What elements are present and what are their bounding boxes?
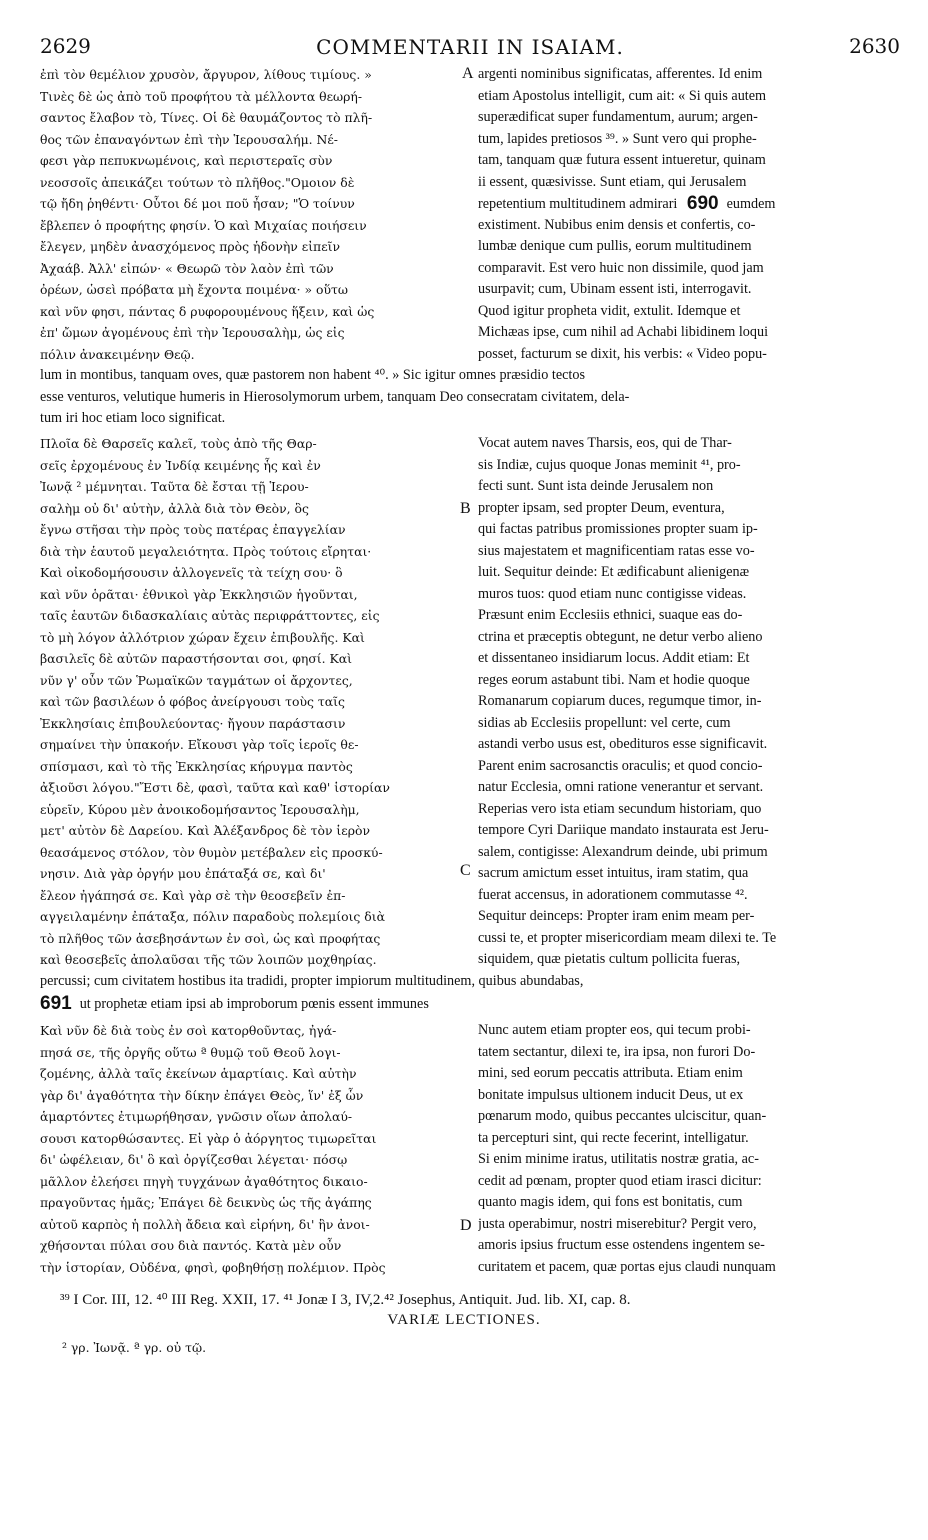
latin-line: sius majestatem et magnificentiam ratas esse vo-: [478, 542, 755, 559]
latin-line: bonitate impulsus ultionem inducit Deus, ut ex: [478, 1086, 744, 1103]
latin-line: fuerat accensus, in adorationem commutasse ⁴².: [478, 886, 748, 903]
latin-line: argenti nominibus significatas, afferentes. Id enim: [478, 66, 763, 82]
footnotes: ³⁹ I Cor. III, 12. ⁴⁰ III Reg. XXII, 17. ⁴¹ Jonæ I 3, IV,2.⁴² Josephus, Antiquit. Jud. lib. XI, cap. 8.: [60, 1292, 631, 1308]
greek-line: σουσι κατορθώσαντες. Εἰ γὰρ ὁ ἀόργητος τιμωρεῖται: [40, 1130, 377, 1146]
latin-line: tatem sectantur, dilexi te, ira ipsa, non furori Do-: [478, 1043, 756, 1060]
latin-line: Michæas ipse, cum nihil ad Achabi libidinem loqui: [478, 324, 769, 340]
full-line: percussi; cum civitatem hostibus ita tradidi, propter impiorum multitudinem, quibus abundabas,: [40, 973, 584, 989]
latin-line: quanto magis idem, qui fons est bonitatis, cum: [478, 1194, 743, 1210]
latin-line: et dissentaneo insidiarum locus. Addit etiam: Et: [478, 650, 750, 666]
latin-line: Romanarum copiarum duces, regumque timor, in-: [478, 693, 762, 709]
latin-line: natur Ecclesia, omni ratione venerantur et servant.: [478, 779, 764, 795]
block1-latin-column: [478, 64, 900, 365]
greek-line: σημαίνει τὴν ὑπακοήν. Εἴκουσι γὰρ τοῖς ἱεροῖς θε-: [40, 737, 359, 752]
column-number-690: 690: [686, 193, 719, 214]
block1-greek-column: [40, 64, 460, 365]
greek-line: Τινὲς δὲ ὡς ἀπὸ τοῦ προφήτου τὰ μέλλοντα θεωρή-: [40, 88, 363, 104]
greek-line: αὐτοῦ καρπὸς ἡ πολλὴ ἄδεια καὶ εἰρήνη, δι' ἣν ἀνοι-: [40, 1216, 370, 1232]
greek-line: μετ' αὐτὸν δὲ Δαρείου. Καὶ Ἀλέξανδρος δὲ τὸν ἱερὸν: [40, 823, 370, 838]
greek-line: Πλοῖα δὲ Θαρσεῖς καλεῖ, τοὺς ἀπὸ τῆς Θαρ-: [40, 436, 317, 451]
greek-line: καὶ τῶν βασιλέων ὁ φόβος ἀνείργουσι τοὺς ταῖς: [40, 694, 345, 709]
greek-line: τὸ μὴ λόγον ἀλλότριον χώραν ἔχειν ἐπιβουλῆς. Καὶ: [40, 629, 365, 645]
greek-line: εὑρεῖν, Κύρου μὲν ἀνοικοδομήσαντος Ἱερουσαλὴμ,: [40, 801, 360, 817]
greek-line: σαντος ἔλαβον τὸ, Τίνες. Οἱ δὲ θαυμάζοντος τὸ πλῆ-: [40, 110, 373, 125]
greek-line: θος τῶν ἐπαναγόντων ἐπὶ τὴν Ἱερουσαλήμ. Νέ-: [40, 131, 338, 147]
greek-line: σπίσμασι, καὶ τὸ τῆς Ἐκκλησίας κήρυγμα παντὸς: [40, 758, 353, 774]
greek-line: μᾶλλον ἐλεήσει πηγὴ τυγχάνων ἀγαθότητος δικαιο-: [40, 1173, 368, 1189]
page-number-right: 2630: [849, 34, 900, 58]
latin-line: siquidem, quæ pietatis cultum pollicita fueras,: [478, 951, 741, 967]
greek-line: ἔλεον ἠγάπησά σε. Καὶ γὰρ σὲ τὴν θεοσεβεῖν ἐπ-: [40, 887, 346, 903]
running-title: COMMENTARII IN ISAIAM.: [316, 35, 624, 59]
full-line: tum iri hoc etiam loco significat.: [40, 410, 226, 426]
full-line: [40, 993, 900, 1015]
latin-line: tam, tanquam quæ futura essent intueretur, quinam: [478, 152, 766, 168]
block2-greek-column: [40, 433, 460, 971]
latin-line: propter ipsam, sed propter Deum, eventura,: [478, 499, 725, 516]
latin-line: posset, facturum se dixit, his verbis: « Video popu-: [478, 345, 767, 362]
greek-line: διὰ τὴν ἑαυτοῦ μεγαλειότητα. Πρὸς τούτοις εἴρηται·: [40, 543, 372, 559]
greek-line: Ἰωνᾷ ² μέμνηται. Ταῦτα δὲ ἔσται τῇ Ἱερου-: [40, 479, 309, 494]
greek-line: Ἀχαάβ. Ἀλλ' εἰπών· « Θεωρῶ τὸν λαὸν ἐπὶ τῶν: [40, 260, 334, 276]
latin-line: justa operabimur, nostri miserebitur? Pergit vero,: [478, 1215, 757, 1232]
block3-greek-column: [40, 1020, 460, 1278]
greek-line: βασιλεῖς δὲ αὐτῶν παραστήσονται σοι, φησί. Καὶ: [40, 651, 353, 666]
greek-line: ταῖς ἑαυτῶν διδασκαλίαις αὐτὰς περιφράττοντες, εἰς: [40, 608, 380, 623]
greek-line: ἔλεγεν, μηδὲν ἀνασχόμενος πρὸς ἡδονὴν εἰπεῖν: [40, 239, 341, 254]
latin-line: usurpavit; cum, Ubinam essent isti, interrogavit.: [478, 281, 752, 297]
greek-line: ἔβλεπεν ὁ προφήτης φησίν. Ὁ καὶ Μιχαίας ποιήσειν: [40, 217, 367, 233]
latin-line: astandi verbo usus est, obedituros esse significavit.: [478, 736, 768, 752]
latin-line: tum, lapides pretiosos ³⁹. » Sunt vero qui prophe-: [478, 130, 757, 147]
greek-line: ἐπὶ τὸν θεμέλιον χρυσὸν, ἄργυρον, λίθους τιμίους. »: [40, 67, 372, 82]
greek-line: τὸ πλῆθος τῶν ἀσεβησάντων ἐν σοὶ, ὡς καὶ προφήτας: [40, 930, 381, 946]
block1-full-width: [40, 365, 900, 430]
page-number-left: 2629: [40, 34, 91, 58]
greek-line: Ἐκκλησίαις ἐπιβουλεύοντας· ἤγουν παράστασιν: [40, 715, 346, 731]
latin-line: tempore Cyri Dariique mandato instaurata est Jeru-: [478, 822, 769, 838]
greek-line: ἀξιοῦσι λόγου."Ἔστι δὲ, φασὶ, ταῦτα καὶ καθ' ἱστορίαν: [40, 780, 390, 795]
latin-line: lumbæ denique cum pullis, eorum multitudinem: [478, 238, 752, 254]
greek-line: ἔγνω στῆσαι τὴν πρὸς τοὺς πατέρας ἐπαγγελίαν: [40, 522, 346, 537]
greek-line: ἐπ' ὤμων ἀγομένους ἐπὶ τὴν Ἱερουσαλὴμ, ὡς εἰς: [40, 325, 345, 340]
column-number-691: 691: [40, 992, 72, 1014]
block2-full-width: [40, 971, 900, 1014]
greek-line: πραγοῦντας ἡμᾶς; Ἐπάγει δὲ δεικνὺς ὡς τῆς ἀγάπης: [40, 1195, 372, 1210]
greek-line: γὰρ δι' ἀγαθότητα τὴν δίκην ἐπάγει Θεὸς, ἵν' ἐξ ὧν: [40, 1087, 364, 1103]
greek-line: καὶ νῦν φησι, πάντας δ ρυφορουμένους ἥξειν, καὶ ὡς: [40, 303, 375, 319]
greek-line: νῦν γ' οὖν τῶν Ῥωμαϊκῶν ταγμάτων οἱ ἄρχοντες,: [40, 672, 353, 688]
full-line-text: ut prophetæ etiam ipsi ab improborum pœnis essent immunes: [79, 995, 429, 1012]
greek-line: ὀρέων, ὡσεὶ πρόβατα μὴ ἔχοντα ποιμένα· » οὕτω: [40, 282, 348, 297]
greek-line: φεσι γὰρ πεπυκνωμένοις, καὶ περιστεραῖς σὺν: [40, 153, 333, 168]
margin-letter-c: C: [460, 862, 471, 879]
latin-line: superædificat super fundamentum, aurum; argen-: [478, 109, 758, 125]
latin-line: fecti sunt. Sunt ista deinde Jerusalem non: [478, 478, 714, 494]
latin-line: sis Indiæ, cujus quoque Jonas meminit ⁴¹, pro-: [478, 456, 741, 473]
latin-line-text: eumdem: [726, 196, 776, 212]
page-header: [40, 34, 900, 60]
latin-line: sidias ab Ecclesiis propellunt: vel certe, cum: [478, 714, 731, 731]
latin-line: Vocat autem naves Tharsis, eos, qui de Thar-: [478, 435, 732, 451]
latin-line: Præsunt enim Ecclesiis ethnici, suaque eas do-: [478, 607, 743, 623]
latin-line-text: repetentium multitudinem admirari: [478, 196, 678, 212]
latin-line: Si enim minime iratus, utilitatis nostræ gratia, ac-: [478, 1151, 759, 1167]
full-line: esse venturos, velutique humeris in Hierosolymorum urbem, tanquam Deo consecratam civitatem, dela-: [40, 388, 630, 405]
block2-latin-column: [478, 433, 900, 971]
latin-line: Sequitur deinceps: Propter iram enim meam per-: [478, 908, 755, 924]
latin-line: reges eorum astabunt tibi. Nam et hodie quoque: [478, 671, 750, 688]
latin-line: Quod igitur propheta vidit, extulit. Idemque et: [478, 302, 741, 319]
greek-line: σεῖς ἐρχομένους ἐν Ἰνδίᾳ κειμένης ἧς καὶ ἐν: [40, 457, 321, 473]
margin-letter-d: D: [460, 1217, 472, 1234]
variae-lectiones-heading: VARIÆ LECTIONES.: [387, 1312, 541, 1328]
latin-line: cussi te, et propter misericordiam meam dilexi te. Te: [478, 929, 777, 946]
latin-line: Parent enim sacrosanctis oraculis; et quod concio-: [478, 757, 763, 774]
latin-line: mini, sed eorum peccatis attributa. Etiam enim: [478, 1065, 743, 1081]
greek-line: νησιν. Διὰ γὰρ ὀργήν μου ἐπάταξά σε, καὶ δι': [40, 866, 326, 881]
latin-line: ta percepturi sint, qui recte fecerint, intelligatur.: [478, 1129, 749, 1146]
block3-latin-column: [478, 1020, 900, 1278]
greek-line: δι' ὠφέλειαν, δι' ὃ καὶ ὀργίζεσθαι λέγεται· πόσῳ: [40, 1152, 348, 1167]
latin-line: salem, contigisse: Alexandrum deinde, ubi primum: [478, 843, 768, 860]
greek-line: θεασάμενος στόλον, τὸν θυμὸν μετέβαλεν εἰς προσκύ-: [40, 844, 383, 860]
greek-line: ἁμαρτόντες ἐτιμωρήθησαν, γνῶσιν οἵων ἀπολαύ-: [40, 1109, 353, 1124]
latin-line: cedit ad pœnam, propter quod etiam irasci dicitur:: [478, 1172, 762, 1189]
latin-line: ctrina et præceptis obtegunt, ne detur verbo alieno: [478, 628, 763, 645]
greek-line: σαλὴμ οὐ δι' αὐτὴν, ἀλλὰ διὰ τὸν Θεὸν, ὃς: [40, 500, 309, 516]
greek-line: καὶ θεοσεβεῖς ἀπολαῦσαι τῆς τῶν λοιπῶν μοχθηρίας.: [40, 952, 377, 967]
latin-line: qui factas patribus promissiones propter suam ip-: [478, 521, 758, 537]
variae-lectiones-line: ² γρ. Ἰωνᾷ. ª γρ. οὐ τῷ.: [62, 1340, 207, 1355]
latin-line: muros tuos: quod etiam nunc contigisse videas.: [478, 585, 747, 602]
greek-line: Καὶ νῦν δὲ διὰ τοὺς ἐν σοὶ κατορθοῦντας, ἠγά-: [40, 1023, 337, 1038]
greek-line: Καὶ οἰκοδομήσουσιν ἀλλογενεῖς τὰ τείχη σου· ὃ: [40, 565, 343, 580]
latin-line: pœnarum modo, quibus peccantes ulciscitur, quan-: [478, 1108, 767, 1124]
latin-line: curitatem et pacem, quæ portas ejus claudi nunquam: [478, 1258, 776, 1275]
latin-line: ii essent, quæsivisse. Sunt etiam, qui Jerusalem: [478, 173, 747, 190]
latin-line: amoris ipsius fructum esse ostendens ingentem se-: [478, 1237, 765, 1253]
greek-line: καὶ νῦν ὁρᾶται· ἐθνικοὶ γὰρ Ἐκκλησιῶν ἡγοῦνται,: [40, 586, 358, 602]
latin-line: Nunc autem etiam propter eos, qui tecum probi-: [478, 1022, 751, 1038]
latin-line: luit. Sequitur deinde: Et ædificabunt alienigenæ: [478, 564, 750, 580]
latin-line: [478, 193, 900, 215]
latin-line: sacrum amictum esset intuitus, iram statim, qua: [478, 865, 749, 881]
latin-line: etiam Apostolus intelligit, cum ait: « Si quis autem: [478, 87, 767, 104]
greek-line: πησά σε, τῆς ὀργῆς οὕτω ª θυμῷ τοῦ Θεοῦ λογι-: [40, 1044, 341, 1060]
greek-line: νεοσσοῖς ἀπεικάζει τούτων τὸ πλῆθος."Ομοιον δὲ: [40, 174, 355, 190]
greek-line: ζομένης, ἀλλὰ ταῖς ἐκείνων ἁμαρτίαις. Καὶ αὐτὴν: [40, 1066, 357, 1081]
greek-line: χθήσονται πύλαι σου διὰ παντός. Κατὰ μὲν οὖν: [40, 1238, 342, 1253]
greek-line: πόλιν ἀνακειμένην Θεῷ.: [40, 346, 195, 362]
margin-letter-a: A: [462, 65, 474, 82]
margin-letter-b: B: [460, 500, 471, 517]
greek-line: τῷ ἤδη ῥηθέντι· Οὗτοι δέ μοι ποῦ ἦσαν; "Ὁ τοίνυν: [40, 196, 355, 211]
latin-line: Reperias vero ista etiam secundum historiam, quo: [478, 800, 762, 817]
greek-line: αγγειλαμένην ἐπάταξα, πόλιν παραδοὺς πολεμίοις διὰ: [40, 909, 385, 924]
latin-line: comparavit. Est vero huic non dissimile, quod jam: [478, 259, 764, 276]
full-line: lum in montibus, tanquam oves, quæ pastorem non habent ⁴⁰. » Sic igitur omnes præsidio tectos: [40, 367, 585, 383]
latin-line: existiment. Nubibus enim densis et confertis, co-: [478, 216, 756, 233]
greek-line: τὴν ἱστορίαν, Οὐδένα, φησὶ, φοβηθήσῃ πολέμιον. Πρὸς: [40, 1259, 386, 1275]
